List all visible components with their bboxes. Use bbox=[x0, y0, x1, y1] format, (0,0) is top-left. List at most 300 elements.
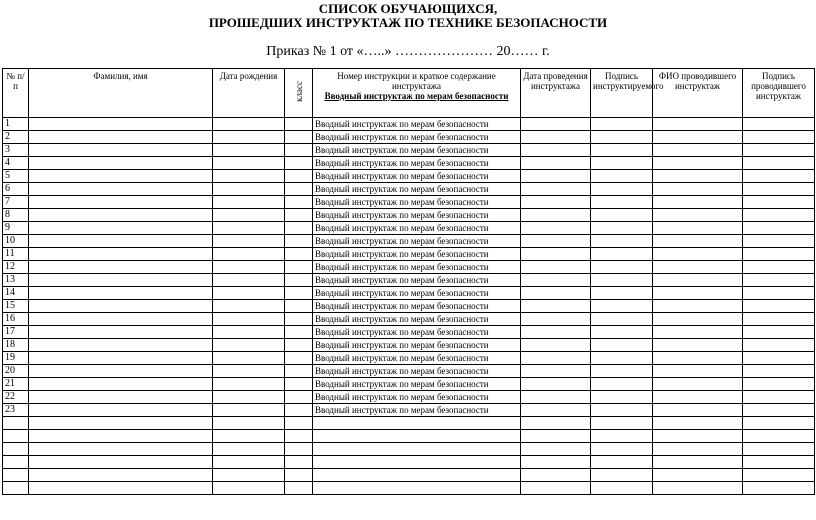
header-fio-instructor: ФИО проводившего инструктаж bbox=[653, 69, 743, 118]
birth-cell bbox=[213, 144, 285, 157]
date-cell bbox=[521, 482, 591, 495]
table-row bbox=[3, 339, 815, 352]
name-cell bbox=[29, 391, 213, 404]
class-cell bbox=[285, 456, 313, 469]
name-cell bbox=[29, 131, 213, 144]
class-cell bbox=[285, 482, 313, 495]
row-number-cell: 7 bbox=[3, 196, 29, 209]
class-cell bbox=[285, 222, 313, 235]
table-row bbox=[3, 365, 815, 378]
instruction-cell: Вводный инструктаж по мерам безопасности bbox=[313, 248, 521, 261]
sign-instructor-cell bbox=[743, 469, 815, 482]
class-cell bbox=[285, 196, 313, 209]
header-class-label: класс bbox=[293, 81, 304, 102]
birth-cell bbox=[213, 365, 285, 378]
date-cell bbox=[521, 404, 591, 417]
row-number-cell bbox=[3, 482, 29, 495]
instruction-cell: Вводный инструктаж по мерам безопасности bbox=[313, 300, 521, 313]
sign-student-cell bbox=[591, 144, 653, 157]
date-cell bbox=[521, 378, 591, 391]
instruction-cell: Вводный инструктаж по мерам безопасности bbox=[313, 261, 521, 274]
row-number-cell bbox=[3, 430, 29, 443]
fio-instructor-cell bbox=[653, 326, 743, 339]
table-row bbox=[3, 118, 815, 131]
date-cell bbox=[521, 352, 591, 365]
birth-cell bbox=[213, 443, 285, 456]
students-table bbox=[2, 68, 815, 495]
fio-instructor-cell bbox=[653, 118, 743, 131]
class-cell bbox=[285, 417, 313, 430]
instruction-cell: Вводный инструктаж по мерам безопасности bbox=[313, 222, 521, 235]
birth-cell bbox=[213, 326, 285, 339]
fio-instructor-cell bbox=[653, 313, 743, 326]
order-line: Приказ № 1 от «…..» ………………… 20…… г. bbox=[266, 44, 550, 59]
row-number-cell: 10 bbox=[3, 235, 29, 248]
class-cell bbox=[285, 469, 313, 482]
class-cell bbox=[285, 430, 313, 443]
row-number-cell: 23 bbox=[3, 404, 29, 417]
date-cell bbox=[521, 326, 591, 339]
sign-instructor-cell bbox=[743, 183, 815, 196]
birth-cell bbox=[213, 469, 285, 482]
sign-instructor-cell bbox=[743, 287, 815, 300]
table-row bbox=[3, 235, 815, 248]
sign-student-cell bbox=[591, 378, 653, 391]
instruction-cell: Вводный инструктаж по мерам безопасности bbox=[313, 274, 521, 287]
row-number-cell: 1 bbox=[3, 118, 29, 131]
row-number-cell: 20 bbox=[3, 365, 29, 378]
date-cell bbox=[521, 261, 591, 274]
row-number-cell: 12 bbox=[3, 261, 29, 274]
table-header-row bbox=[3, 69, 815, 118]
name-cell bbox=[29, 287, 213, 300]
header-date: Дата проведения инструктажа bbox=[521, 69, 591, 118]
class-cell bbox=[285, 300, 313, 313]
title-line-1: СПИСОК ОБУЧАЮЩИХСЯ, bbox=[318, 1, 498, 16]
table-body bbox=[3, 118, 815, 495]
name-cell bbox=[29, 300, 213, 313]
row-number-cell: 9 bbox=[3, 222, 29, 235]
date-cell bbox=[521, 391, 591, 404]
class-cell bbox=[285, 118, 313, 131]
table-row bbox=[3, 313, 815, 326]
row-number-cell: 15 bbox=[3, 300, 29, 313]
fio-instructor-cell bbox=[653, 287, 743, 300]
birth-cell bbox=[213, 287, 285, 300]
name-cell bbox=[29, 339, 213, 352]
fio-instructor-cell bbox=[653, 131, 743, 144]
fio-instructor-cell bbox=[653, 300, 743, 313]
fio-instructor-cell bbox=[653, 183, 743, 196]
fio-instructor-cell bbox=[653, 469, 743, 482]
birth-cell bbox=[213, 430, 285, 443]
fio-instructor-cell bbox=[653, 222, 743, 235]
instruction-cell: Вводный инструктаж по мерам безопасности bbox=[313, 313, 521, 326]
table-row bbox=[3, 274, 815, 287]
sign-student-cell bbox=[591, 157, 653, 170]
name-cell bbox=[29, 274, 213, 287]
sign-student-cell bbox=[591, 235, 653, 248]
name-cell bbox=[29, 456, 213, 469]
table-row bbox=[3, 170, 815, 183]
name-cell bbox=[29, 430, 213, 443]
class-cell bbox=[285, 235, 313, 248]
table-row bbox=[3, 144, 815, 157]
class-cell bbox=[285, 209, 313, 222]
class-cell bbox=[285, 170, 313, 183]
name-cell bbox=[29, 261, 213, 274]
birth-cell bbox=[213, 157, 285, 170]
table-row bbox=[3, 482, 815, 495]
name-cell bbox=[29, 482, 213, 495]
table-row bbox=[3, 417, 815, 430]
table-row bbox=[3, 248, 815, 261]
sign-student-cell bbox=[591, 287, 653, 300]
header-birth: Дата рождения bbox=[213, 69, 285, 118]
birth-cell bbox=[213, 378, 285, 391]
date-cell bbox=[521, 235, 591, 248]
sign-instructor-cell bbox=[743, 248, 815, 261]
sign-instructor-cell bbox=[743, 222, 815, 235]
fio-instructor-cell bbox=[653, 274, 743, 287]
table-row bbox=[3, 352, 815, 365]
date-cell bbox=[521, 248, 591, 261]
date-cell bbox=[521, 313, 591, 326]
birth-cell bbox=[213, 352, 285, 365]
instruction-cell: Вводный инструктаж по мерам безопасности bbox=[313, 339, 521, 352]
instruction-cell: Вводный инструктаж по мерам безопасности bbox=[313, 326, 521, 339]
sign-instructor-cell bbox=[743, 313, 815, 326]
name-cell bbox=[29, 378, 213, 391]
table-row bbox=[3, 287, 815, 300]
sign-instructor-cell bbox=[743, 196, 815, 209]
sign-instructor-cell bbox=[743, 144, 815, 157]
sign-student-cell bbox=[591, 326, 653, 339]
instruction-cell: Вводный инструктаж по мерам безопасности bbox=[313, 183, 521, 196]
birth-cell bbox=[213, 170, 285, 183]
sign-student-cell bbox=[591, 209, 653, 222]
instruction-cell: Вводный инструктаж по мерам безопасности bbox=[313, 144, 521, 157]
birth-cell bbox=[213, 248, 285, 261]
sign-student-cell bbox=[591, 300, 653, 313]
class-cell bbox=[285, 274, 313, 287]
birth-cell bbox=[213, 222, 285, 235]
birth-cell bbox=[213, 339, 285, 352]
row-number-cell: 2 bbox=[3, 131, 29, 144]
fio-instructor-cell bbox=[653, 417, 743, 430]
birth-cell bbox=[213, 391, 285, 404]
table-row bbox=[3, 261, 815, 274]
name-cell bbox=[29, 404, 213, 417]
document-title bbox=[0, 2, 816, 30]
name-cell bbox=[29, 313, 213, 326]
instruction-cell: Вводный инструктаж по мерам безопасности bbox=[313, 170, 521, 183]
name-cell bbox=[29, 365, 213, 378]
class-cell bbox=[285, 261, 313, 274]
class-cell bbox=[285, 404, 313, 417]
sign-instructor-cell bbox=[743, 365, 815, 378]
instruction-cell: Вводный инструктаж по мерам безопасности bbox=[313, 378, 521, 391]
class-cell bbox=[285, 131, 313, 144]
instruction-cell bbox=[313, 456, 521, 469]
sign-instructor-cell bbox=[743, 391, 815, 404]
instruction-cell: Вводный инструктаж по мерам безопасности bbox=[313, 131, 521, 144]
name-cell bbox=[29, 248, 213, 261]
fio-instructor-cell bbox=[653, 261, 743, 274]
class-cell bbox=[285, 313, 313, 326]
table-row bbox=[3, 222, 815, 235]
class-cell bbox=[285, 391, 313, 404]
name-cell bbox=[29, 157, 213, 170]
class-cell bbox=[285, 339, 313, 352]
class-cell bbox=[285, 144, 313, 157]
birth-cell bbox=[213, 183, 285, 196]
date-cell bbox=[521, 456, 591, 469]
fio-instructor-cell bbox=[653, 456, 743, 469]
row-number-cell: 4 bbox=[3, 157, 29, 170]
instruction-cell: Вводный инструктаж по мерам безопасности bbox=[313, 196, 521, 209]
sign-instructor-cell bbox=[743, 209, 815, 222]
date-cell bbox=[521, 287, 591, 300]
instruction-cell: Вводный инструктаж по мерам безопасности bbox=[313, 287, 521, 300]
instruction-cell bbox=[313, 417, 521, 430]
name-cell bbox=[29, 352, 213, 365]
sign-student-cell bbox=[591, 404, 653, 417]
table-row bbox=[3, 209, 815, 222]
name-cell bbox=[29, 326, 213, 339]
date-cell bbox=[521, 170, 591, 183]
name-cell bbox=[29, 144, 213, 157]
table-row bbox=[3, 391, 815, 404]
sign-student-cell bbox=[591, 352, 653, 365]
fio-instructor-cell bbox=[653, 248, 743, 261]
table-row bbox=[3, 131, 815, 144]
birth-cell bbox=[213, 456, 285, 469]
sign-instructor-cell bbox=[743, 131, 815, 144]
row-number-cell: 16 bbox=[3, 313, 29, 326]
sign-student-cell bbox=[591, 248, 653, 261]
name-cell bbox=[29, 235, 213, 248]
sign-instructor-cell bbox=[743, 339, 815, 352]
title-line-2: ПРОШЕДШИХ ИНСТРУКТАЖ ПО ТЕХНИКЕ БЕЗОПАСНОСТИ bbox=[208, 15, 608, 30]
class-cell bbox=[285, 287, 313, 300]
header-sign-student: Подпись инструктируемого bbox=[591, 69, 653, 118]
header-name: Фамилия, имя bbox=[29, 69, 213, 118]
class-cell bbox=[285, 352, 313, 365]
table-row bbox=[3, 300, 815, 313]
birth-cell bbox=[213, 261, 285, 274]
birth-cell bbox=[213, 313, 285, 326]
row-number-cell: 17 bbox=[3, 326, 29, 339]
instruction-cell bbox=[313, 482, 521, 495]
instruction-cell bbox=[313, 469, 521, 482]
header-instruction-label: Номер инструкции и краткое содержание инструктажа bbox=[337, 71, 496, 91]
sign-student-cell bbox=[591, 391, 653, 404]
sign-instructor-cell bbox=[743, 417, 815, 430]
instruction-cell bbox=[313, 430, 521, 443]
sign-instructor-cell bbox=[743, 157, 815, 170]
table-row bbox=[3, 378, 815, 391]
fio-instructor-cell bbox=[653, 391, 743, 404]
sign-instructor-cell bbox=[743, 352, 815, 365]
date-cell bbox=[521, 157, 591, 170]
name-cell bbox=[29, 417, 213, 430]
date-cell bbox=[521, 339, 591, 352]
header-sign-instructor: Подпись проводившего инструктаж bbox=[743, 69, 815, 118]
birth-cell bbox=[213, 235, 285, 248]
row-number-cell: 5 bbox=[3, 170, 29, 183]
fio-instructor-cell bbox=[653, 196, 743, 209]
birth-cell bbox=[213, 196, 285, 209]
sign-student-cell bbox=[591, 443, 653, 456]
row-number-cell: 21 bbox=[3, 378, 29, 391]
fio-instructor-cell bbox=[653, 378, 743, 391]
table-row bbox=[3, 404, 815, 417]
instruction-cell: Вводный инструктаж по мерам безопасности bbox=[313, 391, 521, 404]
header-class bbox=[285, 69, 313, 118]
fio-instructor-cell bbox=[653, 430, 743, 443]
sign-student-cell bbox=[591, 222, 653, 235]
birth-cell bbox=[213, 131, 285, 144]
instruction-cell: Вводный инструктаж по мерам безопасности bbox=[313, 365, 521, 378]
sign-instructor-cell bbox=[743, 443, 815, 456]
fio-instructor-cell bbox=[653, 235, 743, 248]
class-cell bbox=[285, 326, 313, 339]
sign-student-cell bbox=[591, 430, 653, 443]
birth-cell bbox=[213, 404, 285, 417]
birth-cell bbox=[213, 274, 285, 287]
date-cell bbox=[521, 365, 591, 378]
name-cell bbox=[29, 443, 213, 456]
sign-student-cell bbox=[591, 339, 653, 352]
name-cell bbox=[29, 222, 213, 235]
sign-instructor-cell bbox=[743, 456, 815, 469]
birth-cell bbox=[213, 417, 285, 430]
date-cell bbox=[521, 144, 591, 157]
sign-instructor-cell bbox=[743, 261, 815, 274]
sign-instructor-cell bbox=[743, 274, 815, 287]
date-cell bbox=[521, 131, 591, 144]
instruction-cell: Вводный инструктаж по мерам безопасности bbox=[313, 118, 521, 131]
table-row bbox=[3, 326, 815, 339]
table-row bbox=[3, 443, 815, 456]
sign-student-cell bbox=[591, 456, 653, 469]
date-cell bbox=[521, 274, 591, 287]
class-cell bbox=[285, 157, 313, 170]
date-cell bbox=[521, 118, 591, 131]
row-number-cell: 6 bbox=[3, 183, 29, 196]
instruction-cell: Вводный инструктаж по мерам безопасности bbox=[313, 157, 521, 170]
name-cell bbox=[29, 118, 213, 131]
birth-cell bbox=[213, 118, 285, 131]
fio-instructor-cell bbox=[653, 352, 743, 365]
header-instruction-sub: Вводный инструктаж по мерам безопасности bbox=[324, 91, 509, 101]
date-cell bbox=[521, 222, 591, 235]
fio-instructor-cell bbox=[653, 339, 743, 352]
sign-student-cell bbox=[591, 469, 653, 482]
sign-student-cell bbox=[591, 365, 653, 378]
sign-student-cell bbox=[591, 274, 653, 287]
class-cell bbox=[285, 183, 313, 196]
sign-instructor-cell bbox=[743, 404, 815, 417]
fio-instructor-cell bbox=[653, 170, 743, 183]
fio-instructor-cell bbox=[653, 157, 743, 170]
date-cell bbox=[521, 196, 591, 209]
name-cell bbox=[29, 183, 213, 196]
class-cell bbox=[285, 248, 313, 261]
sign-instructor-cell bbox=[743, 482, 815, 495]
sign-student-cell bbox=[591, 196, 653, 209]
row-number-cell: 13 bbox=[3, 274, 29, 287]
sign-student-cell bbox=[591, 131, 653, 144]
instruction-cell: Вводный инструктаж по мерам безопасности bbox=[313, 404, 521, 417]
table-row bbox=[3, 469, 815, 482]
row-number-cell: 8 bbox=[3, 209, 29, 222]
table-row bbox=[3, 183, 815, 196]
date-cell bbox=[521, 183, 591, 196]
sign-instructor-cell bbox=[743, 430, 815, 443]
row-number-cell bbox=[3, 469, 29, 482]
class-cell bbox=[285, 378, 313, 391]
fio-instructor-cell bbox=[653, 443, 743, 456]
fio-instructor-cell bbox=[653, 404, 743, 417]
birth-cell bbox=[213, 300, 285, 313]
date-cell bbox=[521, 443, 591, 456]
name-cell bbox=[29, 469, 213, 482]
row-number-cell bbox=[3, 443, 29, 456]
sign-instructor-cell bbox=[743, 326, 815, 339]
sign-student-cell bbox=[591, 482, 653, 495]
birth-cell bbox=[213, 482, 285, 495]
sign-instructor-cell bbox=[743, 300, 815, 313]
fio-instructor-cell bbox=[653, 365, 743, 378]
instruction-cell: Вводный инструктаж по мерам безопасности bbox=[313, 352, 521, 365]
date-cell bbox=[521, 209, 591, 222]
sign-student-cell bbox=[591, 170, 653, 183]
sign-instructor-cell bbox=[743, 170, 815, 183]
row-number-cell: 3 bbox=[3, 144, 29, 157]
row-number-cell bbox=[3, 456, 29, 469]
class-cell bbox=[285, 365, 313, 378]
birth-cell bbox=[213, 209, 285, 222]
row-number-cell: 11 bbox=[3, 248, 29, 261]
row-number-cell: 14 bbox=[3, 287, 29, 300]
date-cell bbox=[521, 430, 591, 443]
date-cell bbox=[521, 417, 591, 430]
sign-instructor-cell bbox=[743, 235, 815, 248]
fio-instructor-cell bbox=[653, 144, 743, 157]
instruction-cell: Вводный инструктаж по мерам безопасности bbox=[313, 235, 521, 248]
name-cell bbox=[29, 196, 213, 209]
sign-student-cell bbox=[591, 118, 653, 131]
sign-student-cell bbox=[591, 183, 653, 196]
sign-student-cell bbox=[591, 417, 653, 430]
sign-student-cell bbox=[591, 261, 653, 274]
sign-instructor-cell bbox=[743, 378, 815, 391]
sign-student-cell bbox=[591, 313, 653, 326]
row-number-cell bbox=[3, 417, 29, 430]
class-cell bbox=[285, 443, 313, 456]
header-instruction bbox=[313, 69, 521, 118]
table-row bbox=[3, 456, 815, 469]
fio-instructor-cell bbox=[653, 482, 743, 495]
name-cell bbox=[29, 209, 213, 222]
fio-instructor-cell bbox=[653, 209, 743, 222]
table-row bbox=[3, 157, 815, 170]
sign-instructor-cell bbox=[743, 118, 815, 131]
date-cell bbox=[521, 300, 591, 313]
table-row bbox=[3, 430, 815, 443]
